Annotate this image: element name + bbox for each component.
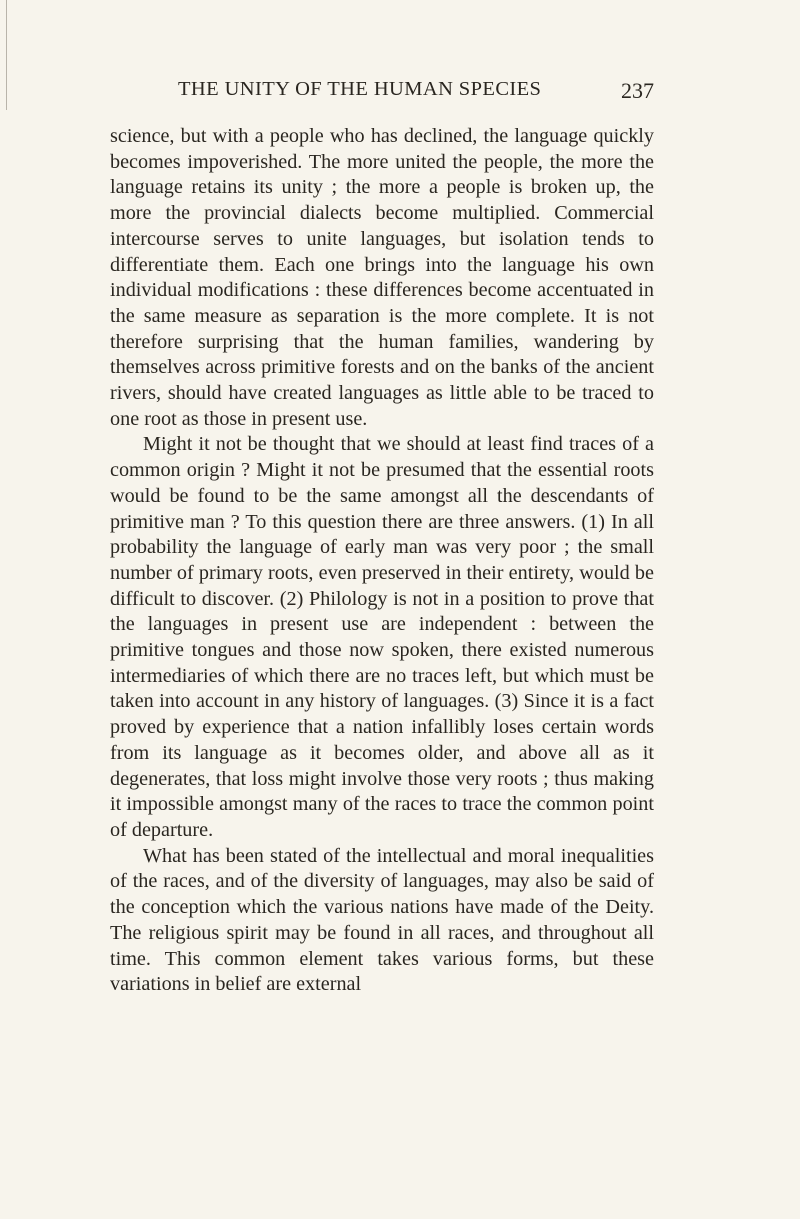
page-number: 237 <box>621 78 654 103</box>
paragraph-2: Might it not be thought that we should at least find traces of a common origin ? Might it not be presumed that the essential roots would be found to be the same amongst all the descendants of primitive man ? To this question there are three answers. (1) In all probability the language of early man was very poor ; the small number of primary roots, even preserved in their entirety, would be difficult to discover. (2) Philology is not in a position to prove that the languages in present use are independent : between the primitive tongues and those now spoken, there existed numerous intermediaries of which there are no traces left, but which must be taken into account in any history of languages. (3) Since it is a fact proved by experience that a nation infallibly loses certain words from its language as it becomes older, and above all as it degenerates, that loss might involve those very roots ; thus making it impossible amongst many of the races to trace the common point of departure. <box>110 433 654 841</box>
page-edge-line <box>6 0 7 110</box>
running-head <box>110 78 654 108</box>
paragraph-1: science, but with a people who has declined, the language quickly becomes impoverished. The more united the people, the more the language retains its unity ; the more a people is broken up, the more the provincial dialects become multiplied. Commercial intercourse serves to unite languages, but isolation tends to differentiate them. Each one brings into the language his own individual modifications : these differences become accentuated in the same measure as separation is the more complete. It is not therefore surprising that the human families, wandering by themselves across primitive forests and on the banks of the ancient rivers, should have created languages as little able to be traced to one root as those in present use. <box>110 125 654 430</box>
running-title: THE UNITY OF THE HUMAN SPECIES <box>178 78 542 100</box>
body-text <box>110 124 654 998</box>
paragraph-3: What has been stated of the intellectual and moral inequalities of the races, and of the diversity of languages, may also be said of the conception which the various nations have made of the Deity. The religious spirit may be found in all races, and throughout all time. This common element takes various forms, but these variations in belief are external <box>110 844 654 996</box>
